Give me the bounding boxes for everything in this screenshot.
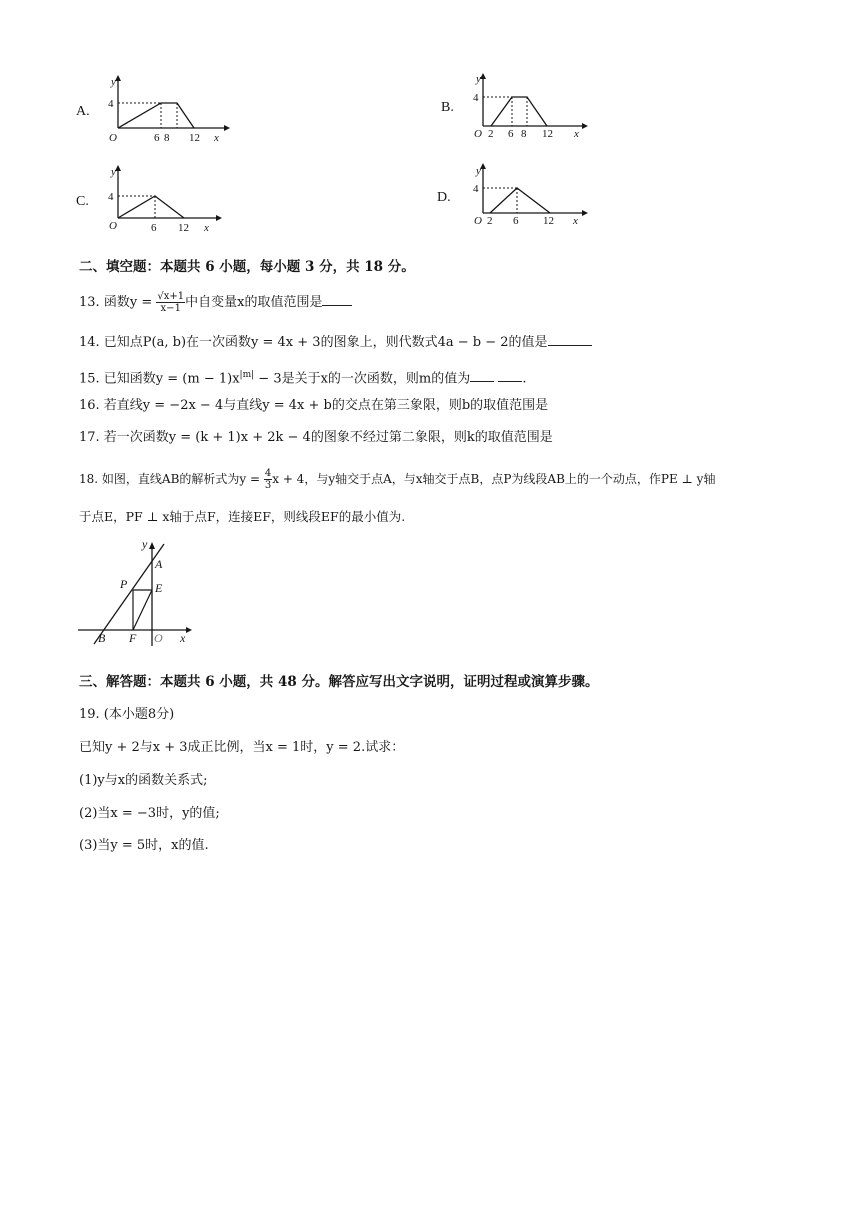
question-19-part-3: (3)当y = 5时，x的值. xyxy=(79,838,209,853)
question-text: 中自变量x的取值范围是 xyxy=(185,295,323,310)
fraction-numerator: 4 xyxy=(264,468,272,479)
x-tick-label: 8 xyxy=(521,128,527,140)
fraction-denominator: x−1 xyxy=(160,303,181,314)
x-axis-label: x xyxy=(573,215,578,227)
option-c-graph xyxy=(104,162,229,237)
option-c-label: C. xyxy=(76,194,89,209)
section-2-heading: 二、填空题：本题共 6 小题，每小题 3 分，共 18 分。 xyxy=(79,259,415,275)
label-x: x xyxy=(180,631,186,645)
y-axis-label: y xyxy=(476,73,481,85)
question-14 xyxy=(79,331,592,352)
question-18-line-2: 于点E，PF ⊥ x轴于点F，连接EF，则线段EF的最小值为. xyxy=(79,509,406,524)
question-18 xyxy=(79,468,715,491)
x-tick-label: 2 xyxy=(487,215,493,227)
question-text: x + 4，与y轴交于点A，与x轴交于点B，点P为线段AB上的一个动点，作PE ⊥ y轴 xyxy=(272,472,716,486)
question-text: − 3是关于x的一次函数，则m的值为 xyxy=(254,371,471,387)
option-d-label: D. xyxy=(437,190,451,205)
question-19-part-1: (1)y与x的函数关系式; xyxy=(79,773,208,788)
question-13 xyxy=(79,291,352,314)
y-tick-label: 4 xyxy=(473,183,479,195)
question-19-part-2: (2)当x = −3时，y的值; xyxy=(79,806,220,821)
label-o: O xyxy=(154,631,163,645)
x-tick-label: 12 xyxy=(189,132,200,144)
origin-label: O xyxy=(474,128,482,140)
question-number: 13. xyxy=(79,295,100,310)
question-text: 15. 已知函数y = (m − 1)x xyxy=(79,371,240,387)
label-a: A xyxy=(155,557,163,571)
question-17: 17. 若一次函数y = (k + 1)x + 2k − 4的图象不经过第二象限，则k的取值范围是 xyxy=(79,430,553,445)
question-19-stem: 已知y + 2与x + 3成正比例，当x = 1时，y = 2.试求： xyxy=(79,740,405,755)
x-tick-label: 12 xyxy=(543,215,554,227)
label-e: E xyxy=(155,581,163,595)
label-f: F xyxy=(129,631,137,645)
x-tick-label: 2 xyxy=(488,128,494,140)
y-axis-label: y xyxy=(111,166,116,178)
fraction xyxy=(156,291,185,314)
y-tick-label: 4 xyxy=(108,98,114,110)
question-text: 函数 xyxy=(103,295,130,310)
fraction-denominator: 3 xyxy=(264,480,272,491)
x-axis-label: x xyxy=(214,132,219,144)
y-axis-label: y xyxy=(111,76,116,88)
y-axis-label: y xyxy=(476,165,481,177)
x-axis-label: x xyxy=(574,128,579,140)
option-a-graph xyxy=(104,72,234,147)
label-y: y xyxy=(142,537,148,551)
option-b-graph xyxy=(470,70,590,145)
x-axis-label: x xyxy=(204,222,209,234)
origin-label: O xyxy=(109,132,117,144)
y-tick-label: 4 xyxy=(473,92,479,104)
answer-blank xyxy=(470,367,494,382)
question-text: 18. 如图，直线AB的解析式为y = xyxy=(79,472,264,486)
answer-blank xyxy=(322,291,352,306)
x-tick-label: 8 xyxy=(164,132,170,144)
origin-label: O xyxy=(109,220,117,232)
fraction-numerator: √x+1 xyxy=(157,291,185,302)
question-text: 14. 已知点P(a, b)在一次函数y = 4x + 3的图象上，则代数式4a − b − 2的值是 xyxy=(79,335,548,350)
y-tick-label: 4 xyxy=(108,191,114,203)
origin-label: O xyxy=(474,215,482,227)
question-18-figure xyxy=(74,532,204,650)
label-p: P xyxy=(120,577,128,591)
x-tick-label: 6 xyxy=(154,132,160,144)
exponent: |m| xyxy=(239,370,255,380)
option-a-label: A. xyxy=(76,104,90,119)
x-tick-label: 6 xyxy=(508,128,514,140)
question-19-title: 19. (本小题8分) xyxy=(79,707,175,722)
option-b-label: B. xyxy=(441,100,454,115)
fraction xyxy=(264,468,272,491)
label-b: B xyxy=(98,631,106,645)
x-tick-label: 12 xyxy=(542,128,553,140)
function-lhs: y = xyxy=(129,295,157,310)
answer-blank xyxy=(548,331,592,346)
question-15 xyxy=(79,366,527,388)
question-end: . xyxy=(522,371,527,387)
section-3-heading: 三、解答题：本题共 6 小题，共 48 分。解答应写出文字说明，证明过程或演算步骤。 xyxy=(79,674,599,690)
x-tick-label: 12 xyxy=(178,222,189,234)
x-tick-label: 6 xyxy=(151,222,157,234)
question-16: 16. 若直线y = −2x − 4与直线y = 4x + b的交点在第三象限，则b的取值范围是 xyxy=(79,398,549,413)
x-tick-label: 6 xyxy=(513,215,519,227)
answer-blank xyxy=(498,367,522,382)
option-d-graph xyxy=(470,160,590,235)
